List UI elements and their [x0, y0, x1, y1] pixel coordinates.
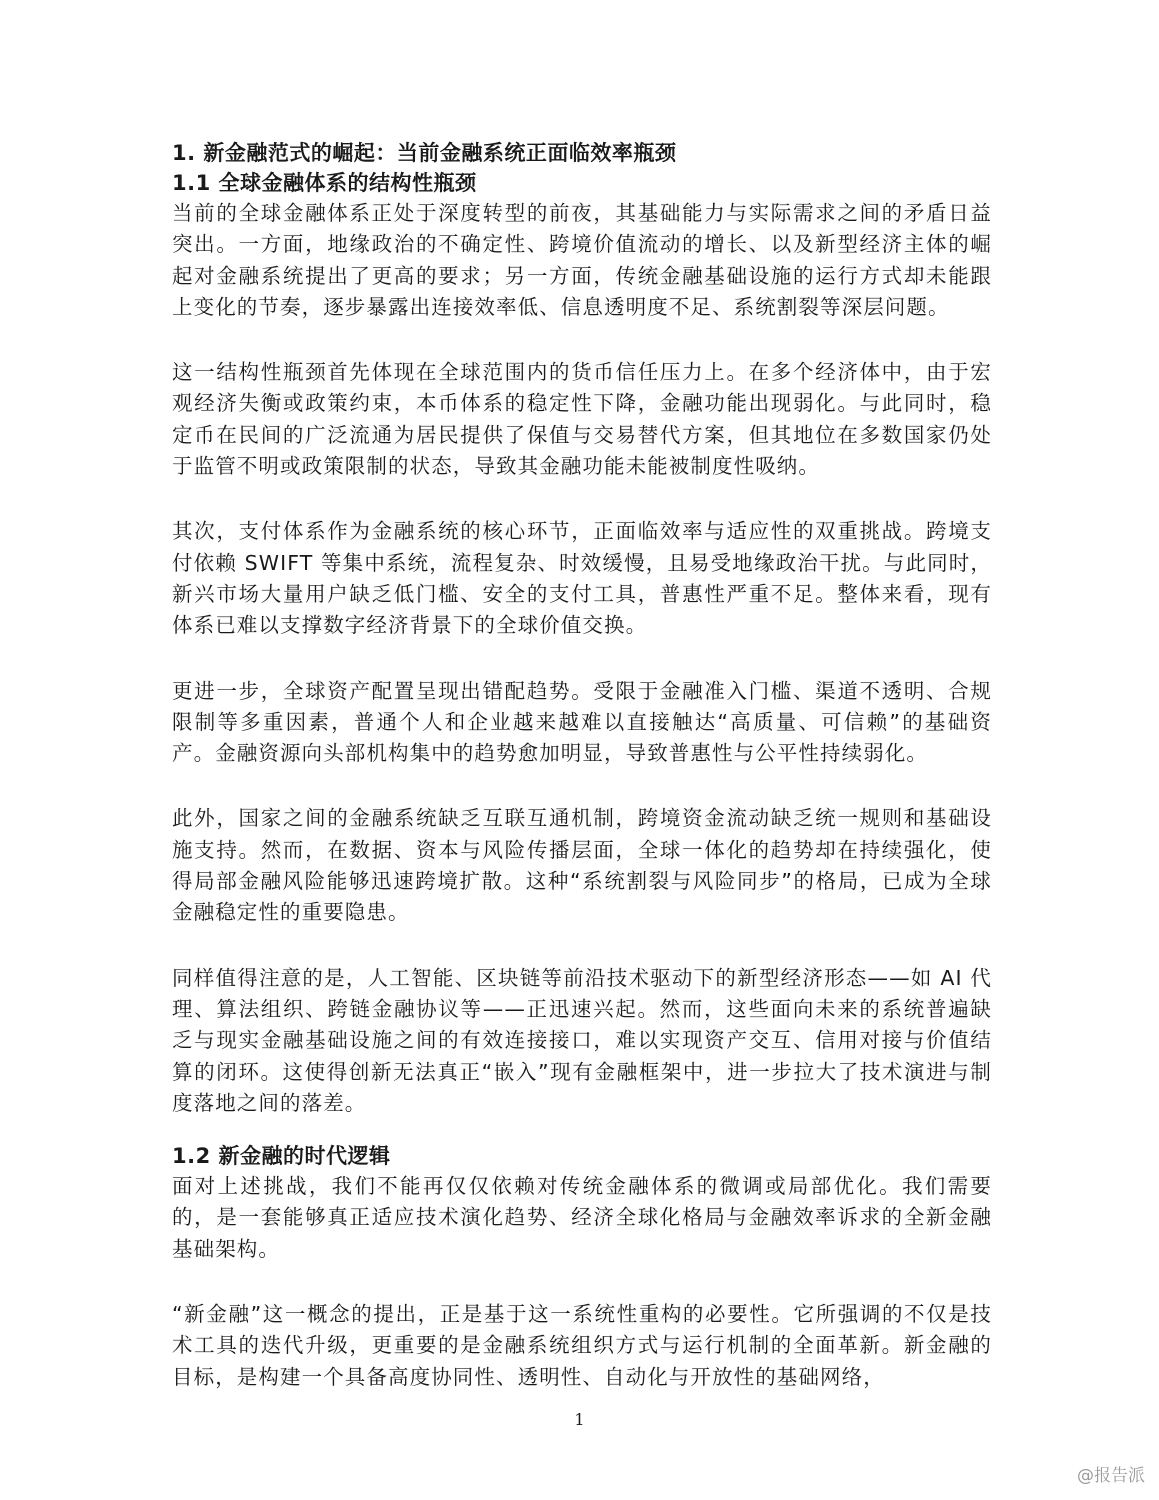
heading-1: 1. 新金融范式的崛起：当前金融系统正面临效率瓶颈 — [172, 141, 677, 165]
paragraph: 面对上述挑战，我们不能再仅仅依赖对传统金融体系的微调或局部优化。我们需要的，是一套能够真正适应技术演化趋势、经济全球化格局与金融效率诉求的全新金融基础架构。 — [172, 1174, 992, 1261]
page-number: 1 — [574, 1410, 585, 1429]
paragraph: 同样值得注意的是，人工智能、区块链等前沿技术驱动下的新型经济形态——如 AI 代理、算法组织、跨链金融协议等——正迅速兴起。然而，这些面向未来的系统普遍缺乏与现实金融基础设施之间的有效连接接口，难以实现资产交互、信用对接与价值结算的闭环。这使得创新无法真正“嵌入”现有金融框架中，进一步拉大了技术演进与制度落地之间的落差。 — [172, 965, 992, 1115]
paragraph: 此外，国家之间的金融系统缺乏互联互通机制，跨境资金流动缺乏统一规则和基础设施支持。然而，在数据、资本与风险传播层面，全球一体化的趋势却在持续强化，使得局部金融风险能够迅速跨境扩散。这种“系统割裂与风险同步”的格局，已成为全球金融稳定性的重要隐患。 — [172, 806, 992, 925]
paragraph: 更进一步，全球资产配置呈现出错配趋势。受限于金融准入门槛、渠道不透明、合规限制等多重因素，普通个人和企业越来越难以直接触达“高质量、可信赖”的基础资产。金融资源向头部机构集中的趋势愈加明显，导致普惠性与公平性持续弱化。 — [172, 678, 992, 766]
section-1-2-title: 1.2 新金融的时代逻辑 — [172, 1144, 391, 1169]
watermark: @报告派 — [1077, 1466, 1145, 1486]
section-1-1-title: 1.1 全球金融体系的结构性瓶颈 — [172, 171, 477, 195]
paragraph: “新金融”这一概念的提出，正是基于这一系统性重构的必要性。它所强调的不仅是技术工具的迭代升级，更重要的是金融系统组织方式与运行机制的全面革新。新金融的目标，是构建一个具备高度协同性、透明性、自动化与开放性的基础网络， — [172, 1302, 992, 1389]
paragraph: 这一结构性瓶颈首先体现在全球范围内的货币信任压力上。在多个经济体中，由于宏观经济失衡或政策约束，本币体系的稳定性下降，金融功能出现弱化。与此同时，稳定币在民间的广泛流通为居民提供了保值与交易替代方案，但其地位在多数国家仍处于监管不明或政策限制的状态，导致其金融功能未能被制度性吸纳。 — [172, 360, 992, 479]
paragraph: 当前的全球金融体系正处于深度转型的前夜，其基础能力与实际需求之间的矛盾日益突出。一方面，地缘政治的不确定性、跨境价值流动的增长、以及新型经济主体的崛起对金融系统提出了更高的要求；另一方面，传统金融基础设施的运行方式却未能跟上变化的节奏，逐步暴露出连接效率低、信息透明度不足、系统割裂等深层问题。 — [172, 201, 992, 319]
document-page — [172, 138, 992, 1393]
paragraph: 其次，支付体系作为金融系统的核心环节，正面临效率与适应性的双重挑战。跨境支付依赖 SWIFT 等集中系统，流程复杂、时效缓慢，且易受地缘政治干扰。与此同时，新兴市场大量用户缺乏低门槛、安全的支付工具，普惠性严重不足。整体来看，现有体系已难以支撑数字经济背景下的全球价值交换。 — [172, 519, 992, 638]
